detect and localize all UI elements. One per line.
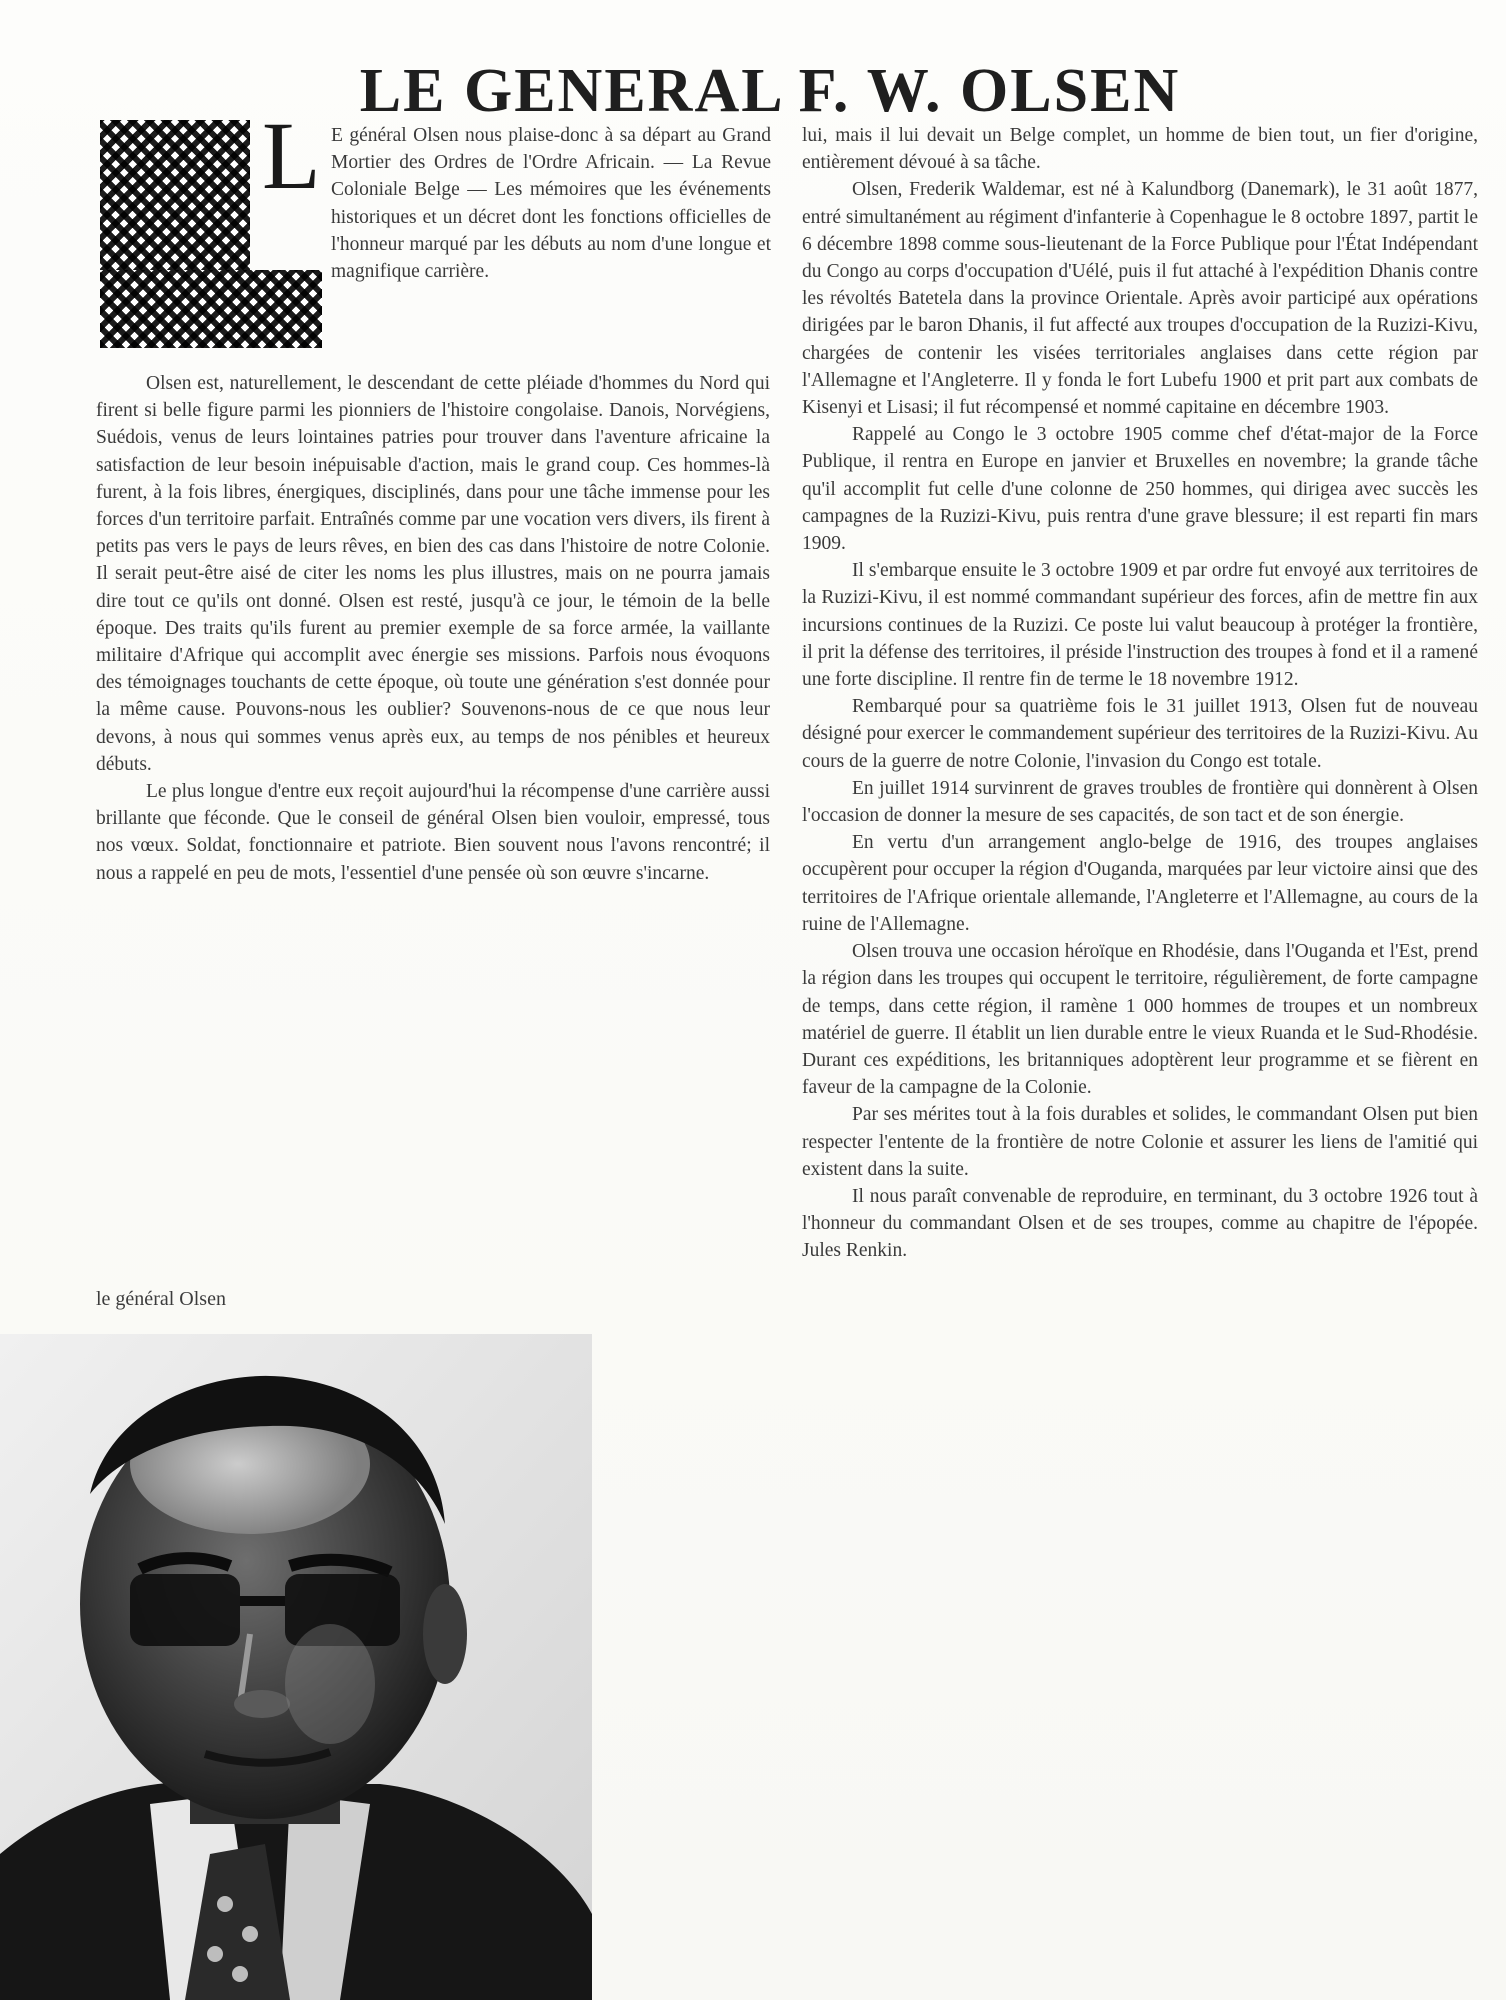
right-paragraph-10: Il nous paraît convenable de reproduire, en terminant, du 3 octobre 1926 tout à l'honneur du commandant Olsen et de ses troupes, comme au chapitre de l'épopée. Jules Renkin. [802,1185,1478,1262]
intro-block [331,122,771,285]
right-paragraph-3: Rappelé au Congo le 3 octobre 1905 comme chef d'état-major de la Force Publique, il rentra en Europe en janvier et Bruxelles en novembre; la grande tâche qu'il accomplit fut celle d'une colonne de 250 hommes, qui dirigea avec succès les campagnes de la Ruzizi-Kivu, puis rentra d'une grave blessure; il est reparti fin mars 1909. [802,424,1478,555]
photo-caption: le général Olsen [96,1288,226,1310]
dropcap-letter: L [262,102,321,209]
right-column [802,122,1478,1265]
right-paragraph-2: Olsen, Frederik Waldemar, est né à Kalundborg (Danemark), le 31 août 1877, entré simultanément au régiment d'infanterie à Copenhague le 8 octobre 1897, partit le 6 décembre 1898 comme sous-lieutenant de la Force Publique pour l'État Indépendant du Congo au corps d'occupation d'Uélé, puis il fut attaché à l'expédition Dhanis contre les révoltés Batetela dans la province Orientale. Après avoir participé aux opérations dirigées par le baron Dhanis, il fut affecté aux troupes d'occupation de la Ruzizi-Kivu, chargées de contenir les visées territoriales anglaises dans cette région par l'Allemagne et l'Angleterre. Il y fonda le fort Lubefu 1900 et prit part aux combats de Kisenyi et Lisasi; il fut récompensé et nommé capitaine en décembre 1903. [802,179,1478,419]
right-paragraph-8: Olsen trouva une occasion héroïque en Rhodésie, dans l'Ouganda et l'Est, prend la région dans les troupes qui occupent le territoire, régulièrement, de forte campagne de temps, dans cette région, il ramène 1 000 hommes de troupes et un nombreux matériel de guerre. Il établit un lien durable entre le vieux Ruanda et le Sud-Rhodésie. Durant ces expéditions, les britanniques adoptèrent leur programme et se fièrent en faveur de la campagne de la Colonie. [802,941,1478,1099]
intro-paragraph: E général Olsen nous plaise-donc à sa départ au Grand Mortier des Ordres de l'Ordre Africain. — La Revue Coloniale Belge — Les mémoires que les événements historiques et un décret dont les fonctions officielles de l'honneur marqué par les débuts au nom d'une longue et magnifique carrière. [331,125,771,283]
right-paragraph-9: Par ses mérites tout à la fois durables et solides, le commandant Olsen put bien respecter l'entente de la frontière de notre Colonie et assurer les liens de l'amitié qui existent dans la suite. [802,1104,1478,1180]
article-title: LE GENERAL F. W. OLSEN [359,56,1181,125]
right-paragraph-5: Rembarqué pour sa quatrième fois le 31 juillet 1913, Olsen fut de nouveau désigné pour exercer le commandement supérieur des territoires de la Ruzizi-Kivu. Au cours de la guerre de notre Colonie, l'invasion du Congo est totale. [802,696,1478,772]
left-paragraph-1: Olsen est, naturellement, le descendant de cette pléiade d'hommes du Nord qui firent si belle figure parmi les pionniers de l'histoire congolaise. Danois, Norvégiens, Suédois, venus de leurs lointaines patries pour trouver dans l'aventure africaine la satisfaction de leur besoin inépuisable d'action, mais le grand coup. Ces hommes-là furent, à la fois libres, énergiques, disciplinés, dans pour une tâche immense pour les forces d'un territoire parfait. Entraînés comme par une vocation vers divers, ils firent à petits pas vers le pays de leurs rêves, en bien des cas dans l'histoire de notre Colonie. Il serait peut-être aisé de citer les noms les plus illustres, mais on ne pourra jamais dire tout ce qu'ils ont donné. Olsen est resté, jusqu'à ce jour, le témoin de la belle époque. Des traits qu'ils furent au premier exemple de sa force armée, la vaillante militaire d'Afrique qui accomplit avec énergie ses missions. Parfois nous évoquons des témoignages touchants de cette époque, où toute une génération s'est donnée pour la même cause. Pouvons-nous les oublier? Souvenons-nous de ce que nous leur devons, à nous qui sommes venus après eux, au temps de nos pénibles et heureux débuts. [96,373,770,775]
right-paragraph-6: En juillet 1914 survinrent de graves troubles de frontière qui donnèrent à Olsen l'occasion de donner la mesure de ses capacités, de son tact et de son énergie. [802,777,1478,827]
left-column [96,370,770,887]
left-paragraph-2: Le plus longue d'entre eux reçoit aujourd'hui la récompense d'une carrière aussi brillante que féconde. Que le conseil de général Olsen bien vouloir, empressé, tous nos vœux. Soldat, fonctionnaire et patriote. Bien souvent nous l'avons rencontré; il nous a rappelé en peu de mots, l'essentiel d'une pensée où son œuvre s'incarne. [96,781,770,884]
right-paragraph-1: lui, mais il lui devait un Belge complet, un homme de bien tout, un fier d'origine, entièrement dévoué à sa tâche. [802,125,1478,174]
portrait-image [0,1334,592,2000]
portrait-photo [0,1334,592,2000]
dropcap-ornament-foot [100,270,322,348]
right-paragraph-4: Il s'embarque ensuite le 3 octobre 1909 et par ordre fut envoyé aux territoires de la Ruzizi-Kivu, il est nommé commandant supérieur des forces, afin de mettre fin aux incursions continues de la Ruzizi. Ce poste lui valut beaucoup à protéger la frontière, il prit la défense des territoires, il préside l'instruction des troupes à fond et il a ramené une forte discipline. Il rentre fin de terme le 18 novembre 1912. [802,560,1478,691]
right-paragraph-7: En vertu d'un arrangement anglo-belge de 1916, des troupes anglaises occupèrent pour occuper la région d'Ouganda, marquées par leur victoire ainsi que des territoires de l'Afrique orientale allemande, l'Angleterre et l'Allemagne, au cours de la ruine de l'Allemagne. [802,832,1478,935]
